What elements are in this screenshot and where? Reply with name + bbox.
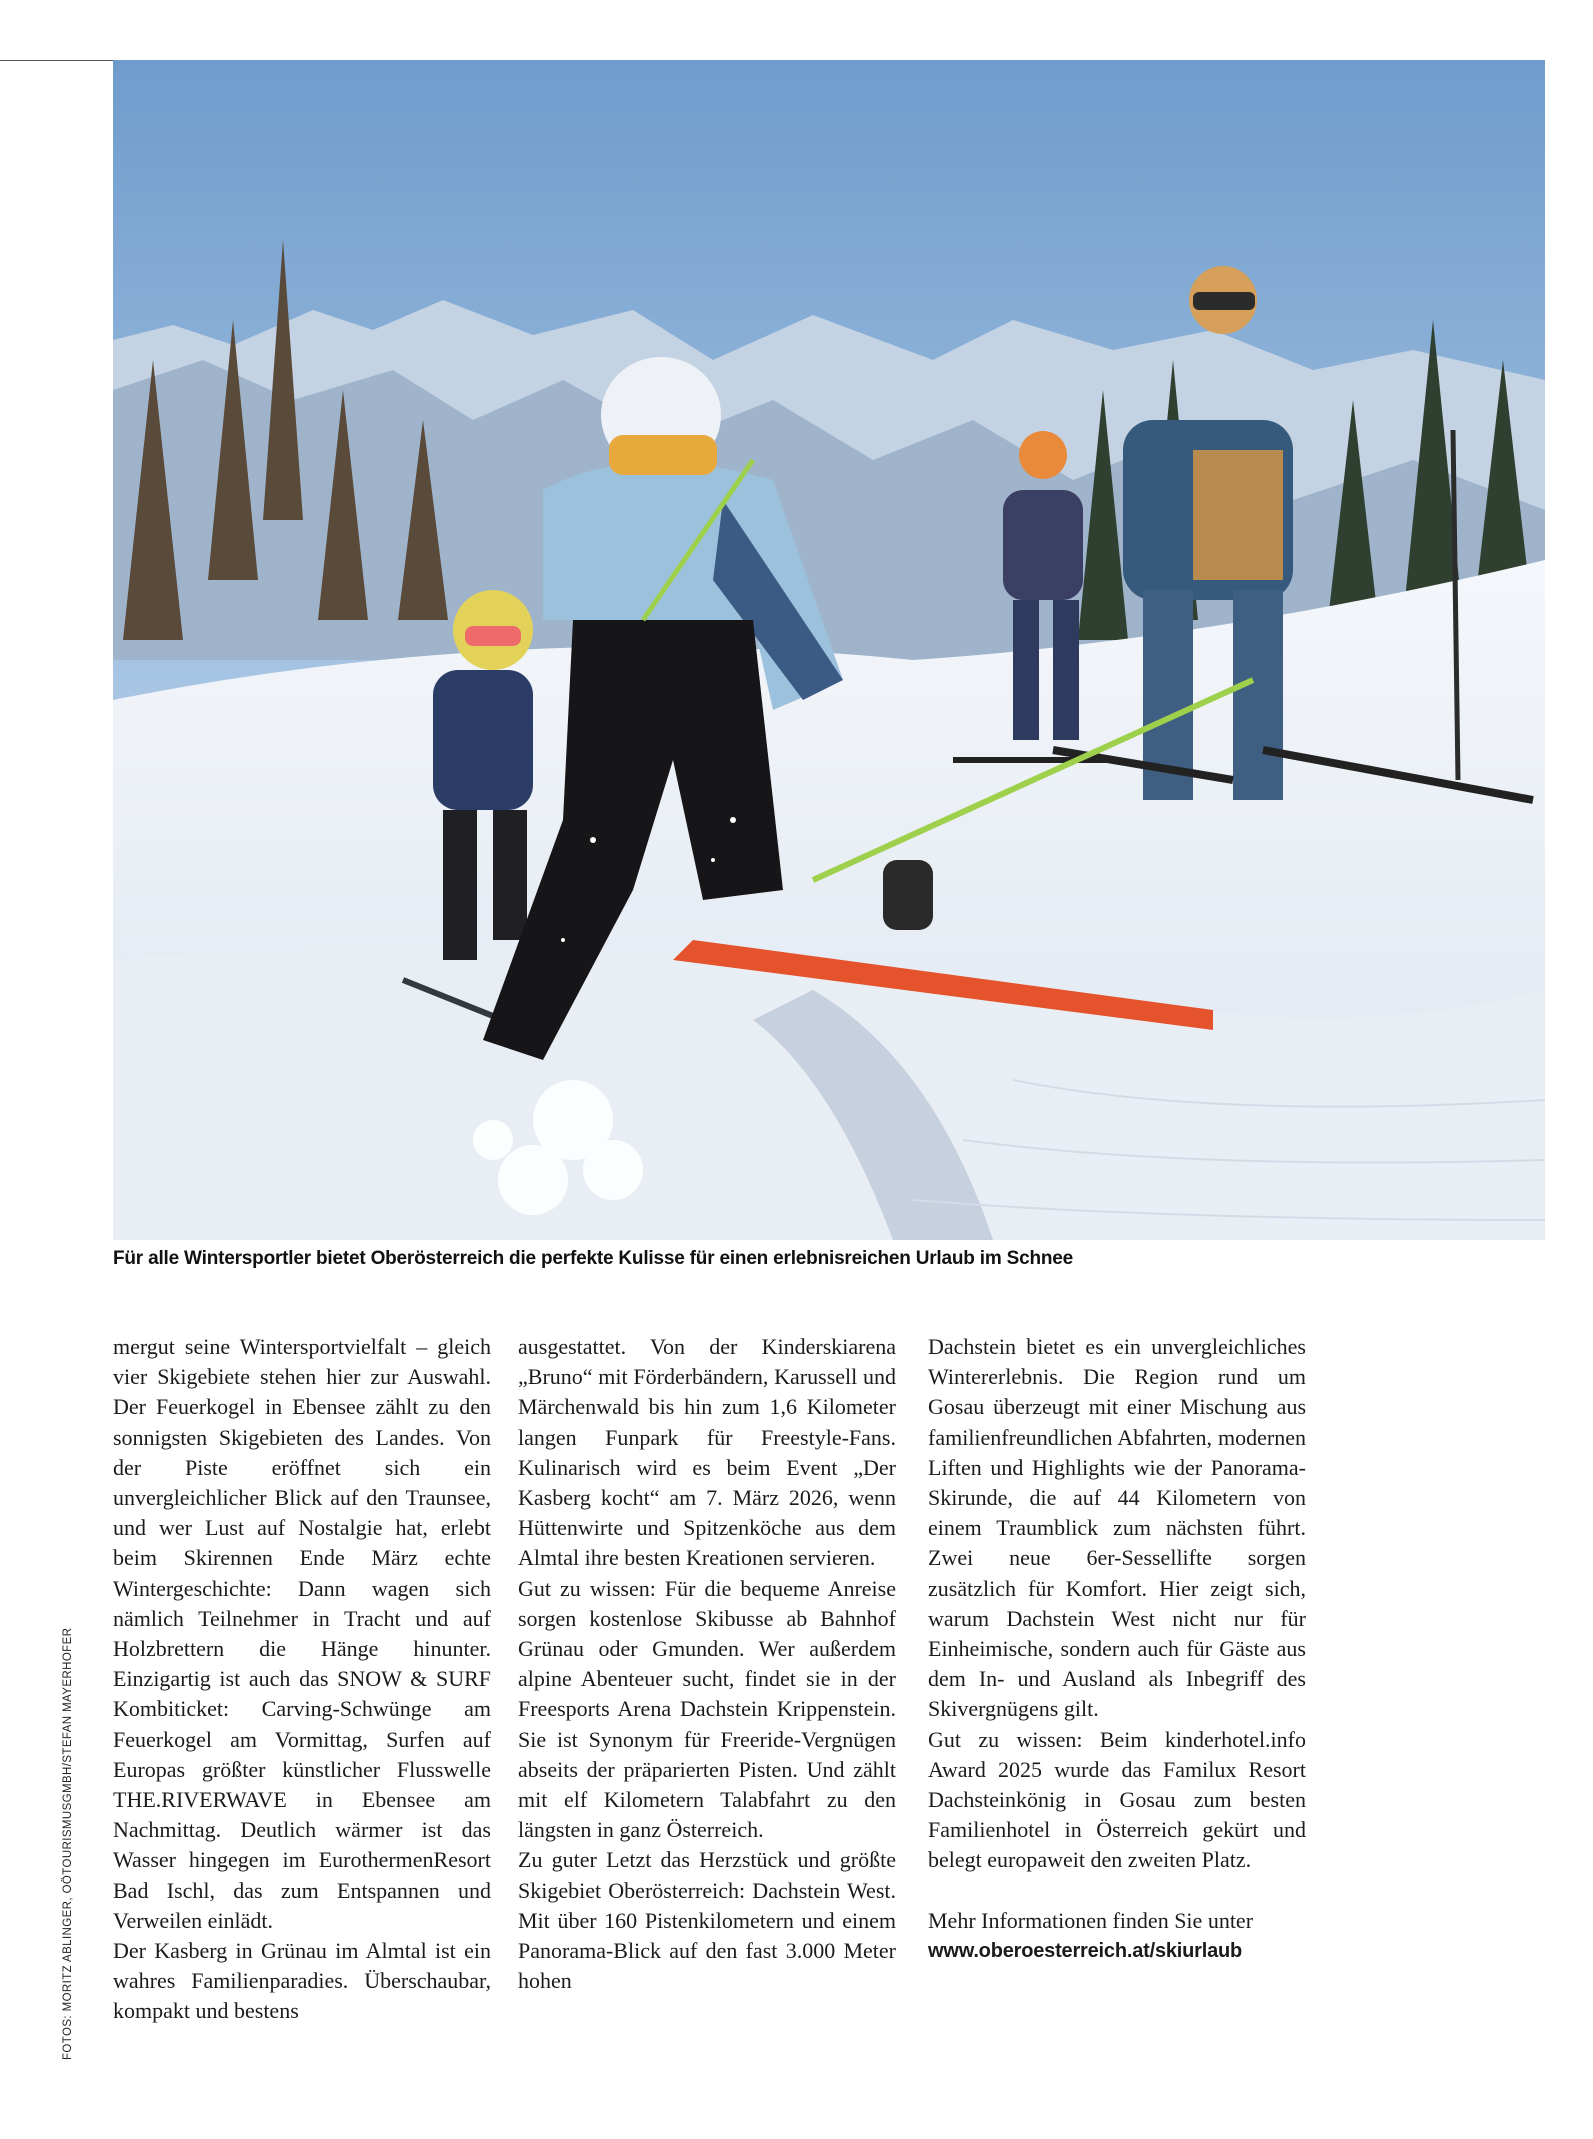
article-column-3 <box>928 1332 1306 1966</box>
article-column-2 <box>518 1332 896 1996</box>
more-info-text: Mehr Informationen finden Sie unter <box>928 1907 1254 1933</box>
article-body <box>113 1332 1313 2092</box>
article-paragraph: Gut zu wissen: Für die bequeme Anreise sorgen kostenlose Skibusse ab Bahnhof Grünau oder Gmunden. Wer außerdem alpine Abenteuer sucht, findet sie in der Freesports Arena Dachstein Krippenstein. Sie ist Synonym für Freeride-Vergnügen abseits der präparierten Pisten. Und zählt mit elf Kilometern Talabfahrt zu den längsten in ganz Österreich. <box>518 1575 896 1843</box>
article-column-1 <box>113 1332 491 2027</box>
website-link[interactable]: www.oberoesterreich.at/skiurlaub <box>928 1939 1243 1962</box>
photo-caption: Für alle Wintersportler bietet Oberösterreich die perfekte Kulisse für einen erlebnisreichen Urlaub im Schnee <box>113 1248 1073 1269</box>
photo-credit: FOTOS: MORITZ ABLINGER, OÖTOURISMUSGMBH/STEFAN MAYERHOFER <box>62 1627 74 2060</box>
article-paragraph: mergut seine Wintersportvielfalt – gleich vier Skigebiete stehen hier zur Auswahl. Der Feuerkogel in Ebensee zählt zu den sonnigsten Skigebieten des Landes. Von der Piste eröffnet sich ein unvergleichlicher Blick auf den Traunsee, und wer Lust auf Nostalgie hat, erlebt beim Skirennen Ende März echte Wintergeschichte: Dann wagen sich nämlich Teilnehmer in Tracht und auf Holzbrettern die Hänge hinunter. Einzigartig ist auch das SNOW & SURF Kombiticket: Carving-Schwünge am Feuerkogel am Vormittag, Surfen auf Europas größter künstlicher Flusswelle THE.RIVERWAVE in Ebensee am Nachmittag. Deutlich wärmer ist das Wasser hingegen im EurothermenResort Bad Ischl, das zum Entspannen und Verweilen einlädt. <box>113 1334 491 1933</box>
article-paragraph: ausgestattet. Von der Kinderskiarena „Bruno“ mit Förderbändern, Karussell und Märchenwald bis hin zum 1,6 Kilometer langen Funpark für Freestyle-Fans. Kulinarisch wird es beim Event „Der Kasberg kocht“ am 7. März 2026, wenn Hüttenwirte und Spitzenköche aus dem Almtal ihre besten Kreationen servieren. <box>518 1334 896 1571</box>
article-paragraph: Der Kasberg in Grünau im Almtal ist ein wahres Familienparadies. Überschaubar, kompakt und bestens <box>113 1938 491 2024</box>
spacer <box>928 1876 1306 1906</box>
article-paragraph: Dachstein bietet es ein unvergleichliches Wintererlebnis. Die Region rund um Gosau überzeugt mit einer Mischung aus familienfreundlichen Abfahrten, modernen Liften und Highlights wie der Panorama-Skirunde, die auf 44 Kilometern von einem Traumblick zum nächsten führt. Zwei neue 6er-Sessellifte sorgen zusätzlich für Komfort. Hier zeigt sich, warum Dachstein West nicht nur für Einheimische, sondern auch für Gäste aus dem In- und Ausland als Inbegriff des Skivergnügens gilt. <box>928 1334 1306 1722</box>
article-paragraph: Gut zu wissen: Beim kinderhotel.info Award 2025 wurde das Familux Resort Dachsteinkönig in Gosau zum besten Familienhotel in Österreich gekürt und belegt europaweit den zweiten Platz. <box>928 1726 1306 1873</box>
article-paragraph: Zu guter Letzt das Herzstück und größte Skigebiet Oberösterreich: Dachstein West. Mit über 160 Pistenkilometern und einem Panorama-Blick auf den fast 3.000 Meter hohen <box>518 1847 896 1994</box>
ski-family-photo <box>113 60 1545 1240</box>
